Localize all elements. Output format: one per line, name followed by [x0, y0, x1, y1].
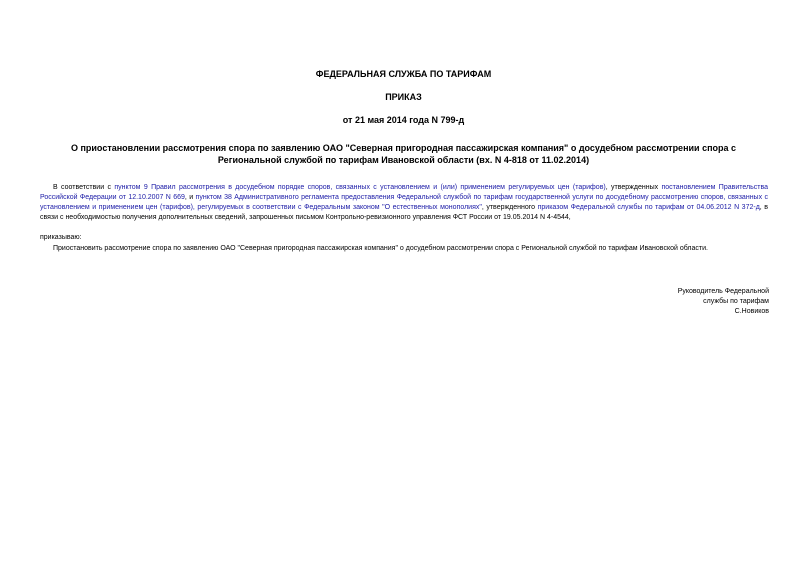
- fst-order-link[interactable]: приказом Федеральной службы по тарифам от 04.06.2012 N 372-д: [537, 204, 760, 211]
- preamble-text-3: , и: [184, 194, 196, 201]
- preamble-text-5: , в связи с необходимостью получения дополнительных сведений, запрошенных письмом Контрольно-ревизионного управления ФСТ России от 19.05.2014 N 4-4544,: [40, 204, 768, 221]
- doc-date: от 21 мая 2014 года N 799-д: [342, 115, 465, 125]
- preamble-text-1: В соответствии с: [53, 184, 115, 191]
- signer-name: С.Новиков: [734, 308, 769, 315]
- preamble-text-4: , утвержденного: [481, 204, 538, 211]
- signer-position-line2: службы по тарифам: [703, 298, 769, 305]
- doc-title: О приостановлении рассмотрения спора по заявлению ОАО "Северная пригородная пассажирская компания" о досудебном рассмотрении спора с Региональной службой по тарифам Ивановской области (вх. N 4-818 от 11.02.2014): [70, 143, 737, 165]
- doc-type: ПРИКАЗ: [385, 92, 422, 102]
- order-text: Приостановить рассмотрение спора по заявлению ОАО "Северная пригородная пассажирская компания" о досудебном рассмотрении спора с Региональной службой по тарифам Ивановской области.: [53, 245, 708, 252]
- rules-link[interactable]: пунктом 9 Правил рассмотрения в досудебном порядке споров, связанных с установлением и (или) применением регулируемых цен (тарифов): [114, 184, 606, 191]
- government-decree-link[interactable]: постановлением Правительства Российской Федерации от 12.10.2007 N 669: [40, 184, 769, 201]
- preamble-text-2: , утвержденных: [605, 184, 662, 191]
- agency-name: ФЕДЕРАЛЬНАЯ СЛУЖБА ПО ТАРИФАМ: [315, 69, 492, 79]
- preamble-paragraph: [40, 183, 768, 223]
- order-word: приказываю:: [40, 234, 82, 241]
- regulation-link[interactable]: пунктом 38 Административного регламента предоставления Федеральной службой по тарифам государственной услуги по досудебному рассмотрению споров, связанных с установлением и применением цен (тарифов), регулируемых в соответствии с Федеральным законом "О естественных монополиях": [40, 194, 768, 211]
- signer-position-line1: Руководитель Федеральной: [677, 288, 769, 295]
